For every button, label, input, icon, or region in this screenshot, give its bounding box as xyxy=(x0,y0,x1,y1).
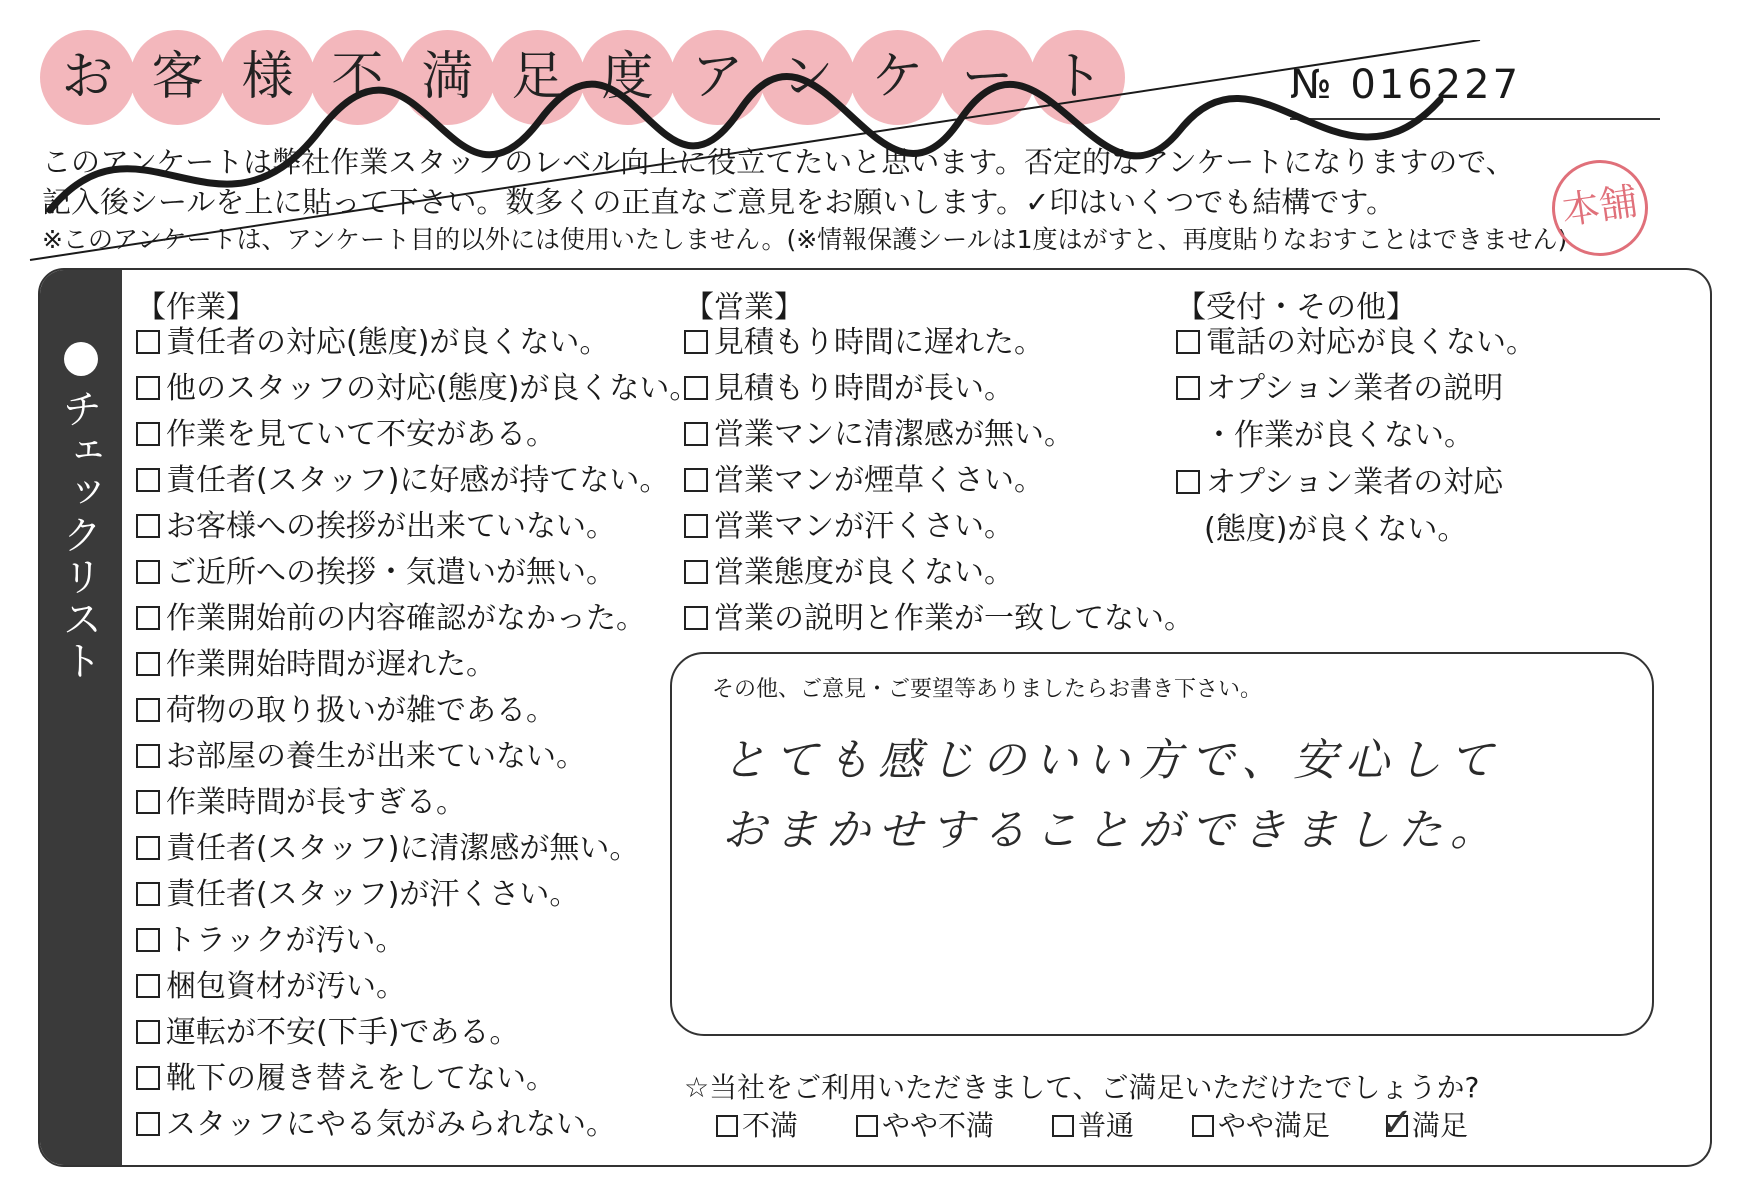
checklist-item-label: 営業マンに清潔感が無い。 xyxy=(714,417,1074,452)
checklist-item[interactable] xyxy=(136,918,699,964)
checkbox-icon[interactable] xyxy=(136,790,160,814)
checkbox-icon[interactable] xyxy=(136,882,160,906)
checklist-item-label: 運転が不安(下手)である。 xyxy=(166,1015,520,1050)
check-mark-icon: ✓ xyxy=(1380,1100,1414,1146)
checkbox-icon[interactable] xyxy=(684,468,708,492)
checklist-item-label: 責任者(スタッフ)が汗くさい。 xyxy=(166,877,580,912)
checklist-item[interactable] xyxy=(136,550,699,596)
title-char: 不 xyxy=(310,30,405,125)
checkbox-icon[interactable] xyxy=(684,514,708,538)
handwritten-comment-line-2: おまかせすることができました。 xyxy=(722,805,1502,856)
work-heading: 【作業】 xyxy=(136,290,256,325)
title-char: ケ xyxy=(850,30,945,125)
checklist-item-label: 責任者の対応(態度)が良くない。 xyxy=(166,325,610,360)
satisfaction-option-label: 普通 xyxy=(1078,1109,1135,1142)
checklist-item[interactable] xyxy=(136,1102,699,1148)
checkbox-icon[interactable] xyxy=(136,836,160,860)
satisfaction-question: ☆当社をご利用いただきまして、ご満足いただけたでしょうか? xyxy=(684,1071,1480,1104)
checkbox-icon[interactable] xyxy=(136,652,160,676)
title-char: 満 xyxy=(400,30,495,125)
checkbox-icon[interactable] xyxy=(684,606,708,630)
checklist-panel xyxy=(38,268,1712,1167)
title-char: ン xyxy=(760,30,855,125)
title-char: 客 xyxy=(130,30,225,125)
checklist-item-label: 営業の説明と作業が一致してない。 xyxy=(714,601,1194,636)
checkbox-icon[interactable] xyxy=(136,974,160,998)
checklist-item-label: お部屋の養生が出来ていない。 xyxy=(166,739,586,774)
bullet-dot-icon xyxy=(64,342,98,376)
checkbox-icon[interactable] xyxy=(1176,330,1200,354)
company-stamp: 本舗 xyxy=(1546,154,1654,262)
comment-prompt: その他、ご意見・ご要望等ありましたらお書き下さい。 xyxy=(712,677,1263,702)
checklist-item[interactable] xyxy=(136,596,699,642)
checkbox-icon[interactable] xyxy=(136,468,160,492)
checkbox-icon[interactable] xyxy=(684,330,708,354)
checklist-item[interactable] xyxy=(136,872,699,918)
checklist-item[interactable] xyxy=(136,734,699,780)
checklist-item-label: 見積もり時間が長い。 xyxy=(714,371,1014,406)
checklist-item-label: 作業を見ていて不安がある。 xyxy=(166,417,556,452)
checklist-item[interactable] xyxy=(684,504,1194,550)
checkbox-icon[interactable] xyxy=(1176,376,1200,400)
checkbox-icon[interactable] xyxy=(684,560,708,584)
checkbox-icon[interactable] xyxy=(136,698,160,722)
checkbox-icon[interactable] xyxy=(684,422,708,446)
checklist-item[interactable] xyxy=(136,366,699,412)
checklist-item[interactable] xyxy=(136,1010,699,1056)
checklist-item-continuation: (態度)が良くない。 xyxy=(1204,512,1468,547)
checklist-item[interactable] xyxy=(136,826,699,872)
checklist-item-label: 荷物の取り扱いが雑である。 xyxy=(166,693,556,728)
checkbox-icon[interactable] xyxy=(136,514,160,538)
comment-box[interactable] xyxy=(670,652,1654,1036)
satisfaction-option[interactable] xyxy=(1192,1104,1330,1144)
serial-number: № 016227 xyxy=(1290,62,1522,108)
checklist-item-label: お客様への挨拶が出来ていない。 xyxy=(166,509,616,544)
work-section xyxy=(136,282,699,1148)
checklist-item[interactable] xyxy=(684,412,1194,458)
checkbox-icon[interactable] xyxy=(136,928,160,952)
handwritten-comment-line-1: とても感じのいい方で、安心して xyxy=(722,735,1502,786)
checklist-item[interactable] xyxy=(684,320,1194,366)
checklist-item[interactable] xyxy=(684,550,1194,596)
serial-underline xyxy=(1290,118,1660,120)
checkbox-icon[interactable] xyxy=(136,1020,160,1044)
intro-line-1: このアンケートは弊社作業スタッフのレベル向上に役立てたいと思います。否定的なアンケートになりますので、 xyxy=(42,145,1515,179)
sales-section xyxy=(684,282,1194,642)
checklist-item[interactable] xyxy=(136,320,699,366)
checklist-item-label: スタッフにやる気がみられない。 xyxy=(166,1107,616,1142)
title-char: 度 xyxy=(580,30,675,125)
checklist-item-label: 他のスタッフの対応(態度)が良くない。 xyxy=(166,371,700,406)
checklist-item-label: 靴下の履き替えをしてない。 xyxy=(166,1061,556,1096)
title-char: 足 xyxy=(490,30,585,125)
checklist-item[interactable] xyxy=(136,688,699,734)
checklist-label: チェックリスト xyxy=(56,388,102,682)
checklist-item[interactable] xyxy=(136,458,699,504)
checklist-item-label: 営業マンが煙草くさい。 xyxy=(714,463,1044,498)
checklist-item-continuation: ・作業が良くない。 xyxy=(1204,418,1474,453)
checkbox-icon[interactable] xyxy=(136,1112,160,1136)
checkbox-icon[interactable] xyxy=(716,1115,738,1137)
satisfaction-option-label: 満足 xyxy=(1412,1109,1469,1142)
checkbox-icon[interactable] xyxy=(856,1115,878,1137)
satisfaction-option[interactable] xyxy=(856,1104,994,1144)
checkbox-icon[interactable] xyxy=(136,422,160,446)
privacy-note: ※このアンケートは、アンケート目的以外には使用いたしません。(※情報保護シールは1度はがすと、再度貼りなおすことはできません) xyxy=(42,225,1568,254)
reception-heading: 【受付・その他】 xyxy=(1176,290,1416,325)
satisfaction-option-label: やや満足 xyxy=(1218,1109,1331,1142)
checklist-item[interactable] xyxy=(684,458,1194,504)
title-char: ー xyxy=(940,30,1035,125)
survey-title xyxy=(40,30,1240,130)
checkbox-icon[interactable] xyxy=(136,1066,160,1090)
checkbox-icon[interactable] xyxy=(1192,1115,1214,1137)
satisfaction-option[interactable] xyxy=(716,1104,798,1144)
checklist-item[interactable] xyxy=(684,366,1194,412)
checkbox-icon[interactable] xyxy=(136,744,160,768)
satisfaction-option-label: 不満 xyxy=(742,1109,799,1142)
checklist-item-label: 責任者(スタッフ)に清潔感が無い。 xyxy=(166,831,640,866)
intro-line-2: 記入後シールを上に貼って下さい。数多くの正直なご意見をお願いします。✓印はいくつでも結構です。 xyxy=(42,185,1396,219)
checkbox-icon[interactable] xyxy=(136,376,160,400)
checklist-item[interactable]: オプション業者の説明 xyxy=(1176,366,1536,412)
checklist-item[interactable] xyxy=(136,964,699,1010)
checklist-item[interactable] xyxy=(136,780,699,826)
checklist-item-label: ご近所への挨拶・気遣いが無い。 xyxy=(166,555,616,590)
checklist-item-label: 営業態度が良くない。 xyxy=(714,555,1014,590)
checklist-item-label: トラックが汚い。 xyxy=(166,923,406,958)
checkbox-icon[interactable] xyxy=(136,330,160,354)
checklist-item-label: 作業開始前の内容確認がなかった。 xyxy=(166,601,646,636)
checklist-item-label: 営業マンが汗くさい。 xyxy=(714,509,1014,544)
sales-heading: 【営業】 xyxy=(684,290,804,325)
checklist-item-label: 梱包資材が汚い。 xyxy=(166,969,406,1004)
reception-section xyxy=(1176,282,1536,554)
checklist-item[interactable] xyxy=(136,504,699,550)
title-char: ア xyxy=(670,30,765,125)
checkbox-icon[interactable] xyxy=(1176,470,1200,494)
title-char: 様 xyxy=(220,30,315,125)
checkbox-icon[interactable] xyxy=(1052,1115,1074,1137)
checklist-item[interactable] xyxy=(136,1056,699,1102)
checkbox-icon[interactable] xyxy=(136,560,160,584)
satisfaction-option[interactable] xyxy=(1052,1104,1134,1144)
checklist-item[interactable]: オプション業者の対応 xyxy=(1176,460,1536,506)
checklist-item[interactable] xyxy=(136,412,699,458)
checkbox-icon[interactable] xyxy=(136,606,160,630)
checklist-item-label: 作業開始時間が遅れた。 xyxy=(166,647,496,682)
satisfaction-option-label: やや不満 xyxy=(882,1109,995,1142)
checklist-item-label: 作業時間が長すぎる。 xyxy=(166,785,466,820)
checklist-item-label: 見積もり時間に遅れた。 xyxy=(714,325,1044,360)
title-char: お xyxy=(40,30,135,125)
checklist-item[interactable] xyxy=(684,596,1194,642)
title-char: ト xyxy=(1030,30,1125,125)
checklist-item[interactable] xyxy=(136,642,699,688)
checklist-item-label: 責任者(スタッフ)に好感が持てない。 xyxy=(166,463,670,498)
checklist-item[interactable]: 電話の対応が良くない。 xyxy=(1176,320,1536,366)
checkbox-icon[interactable] xyxy=(684,376,708,400)
checklist-sidebar xyxy=(40,270,122,1165)
